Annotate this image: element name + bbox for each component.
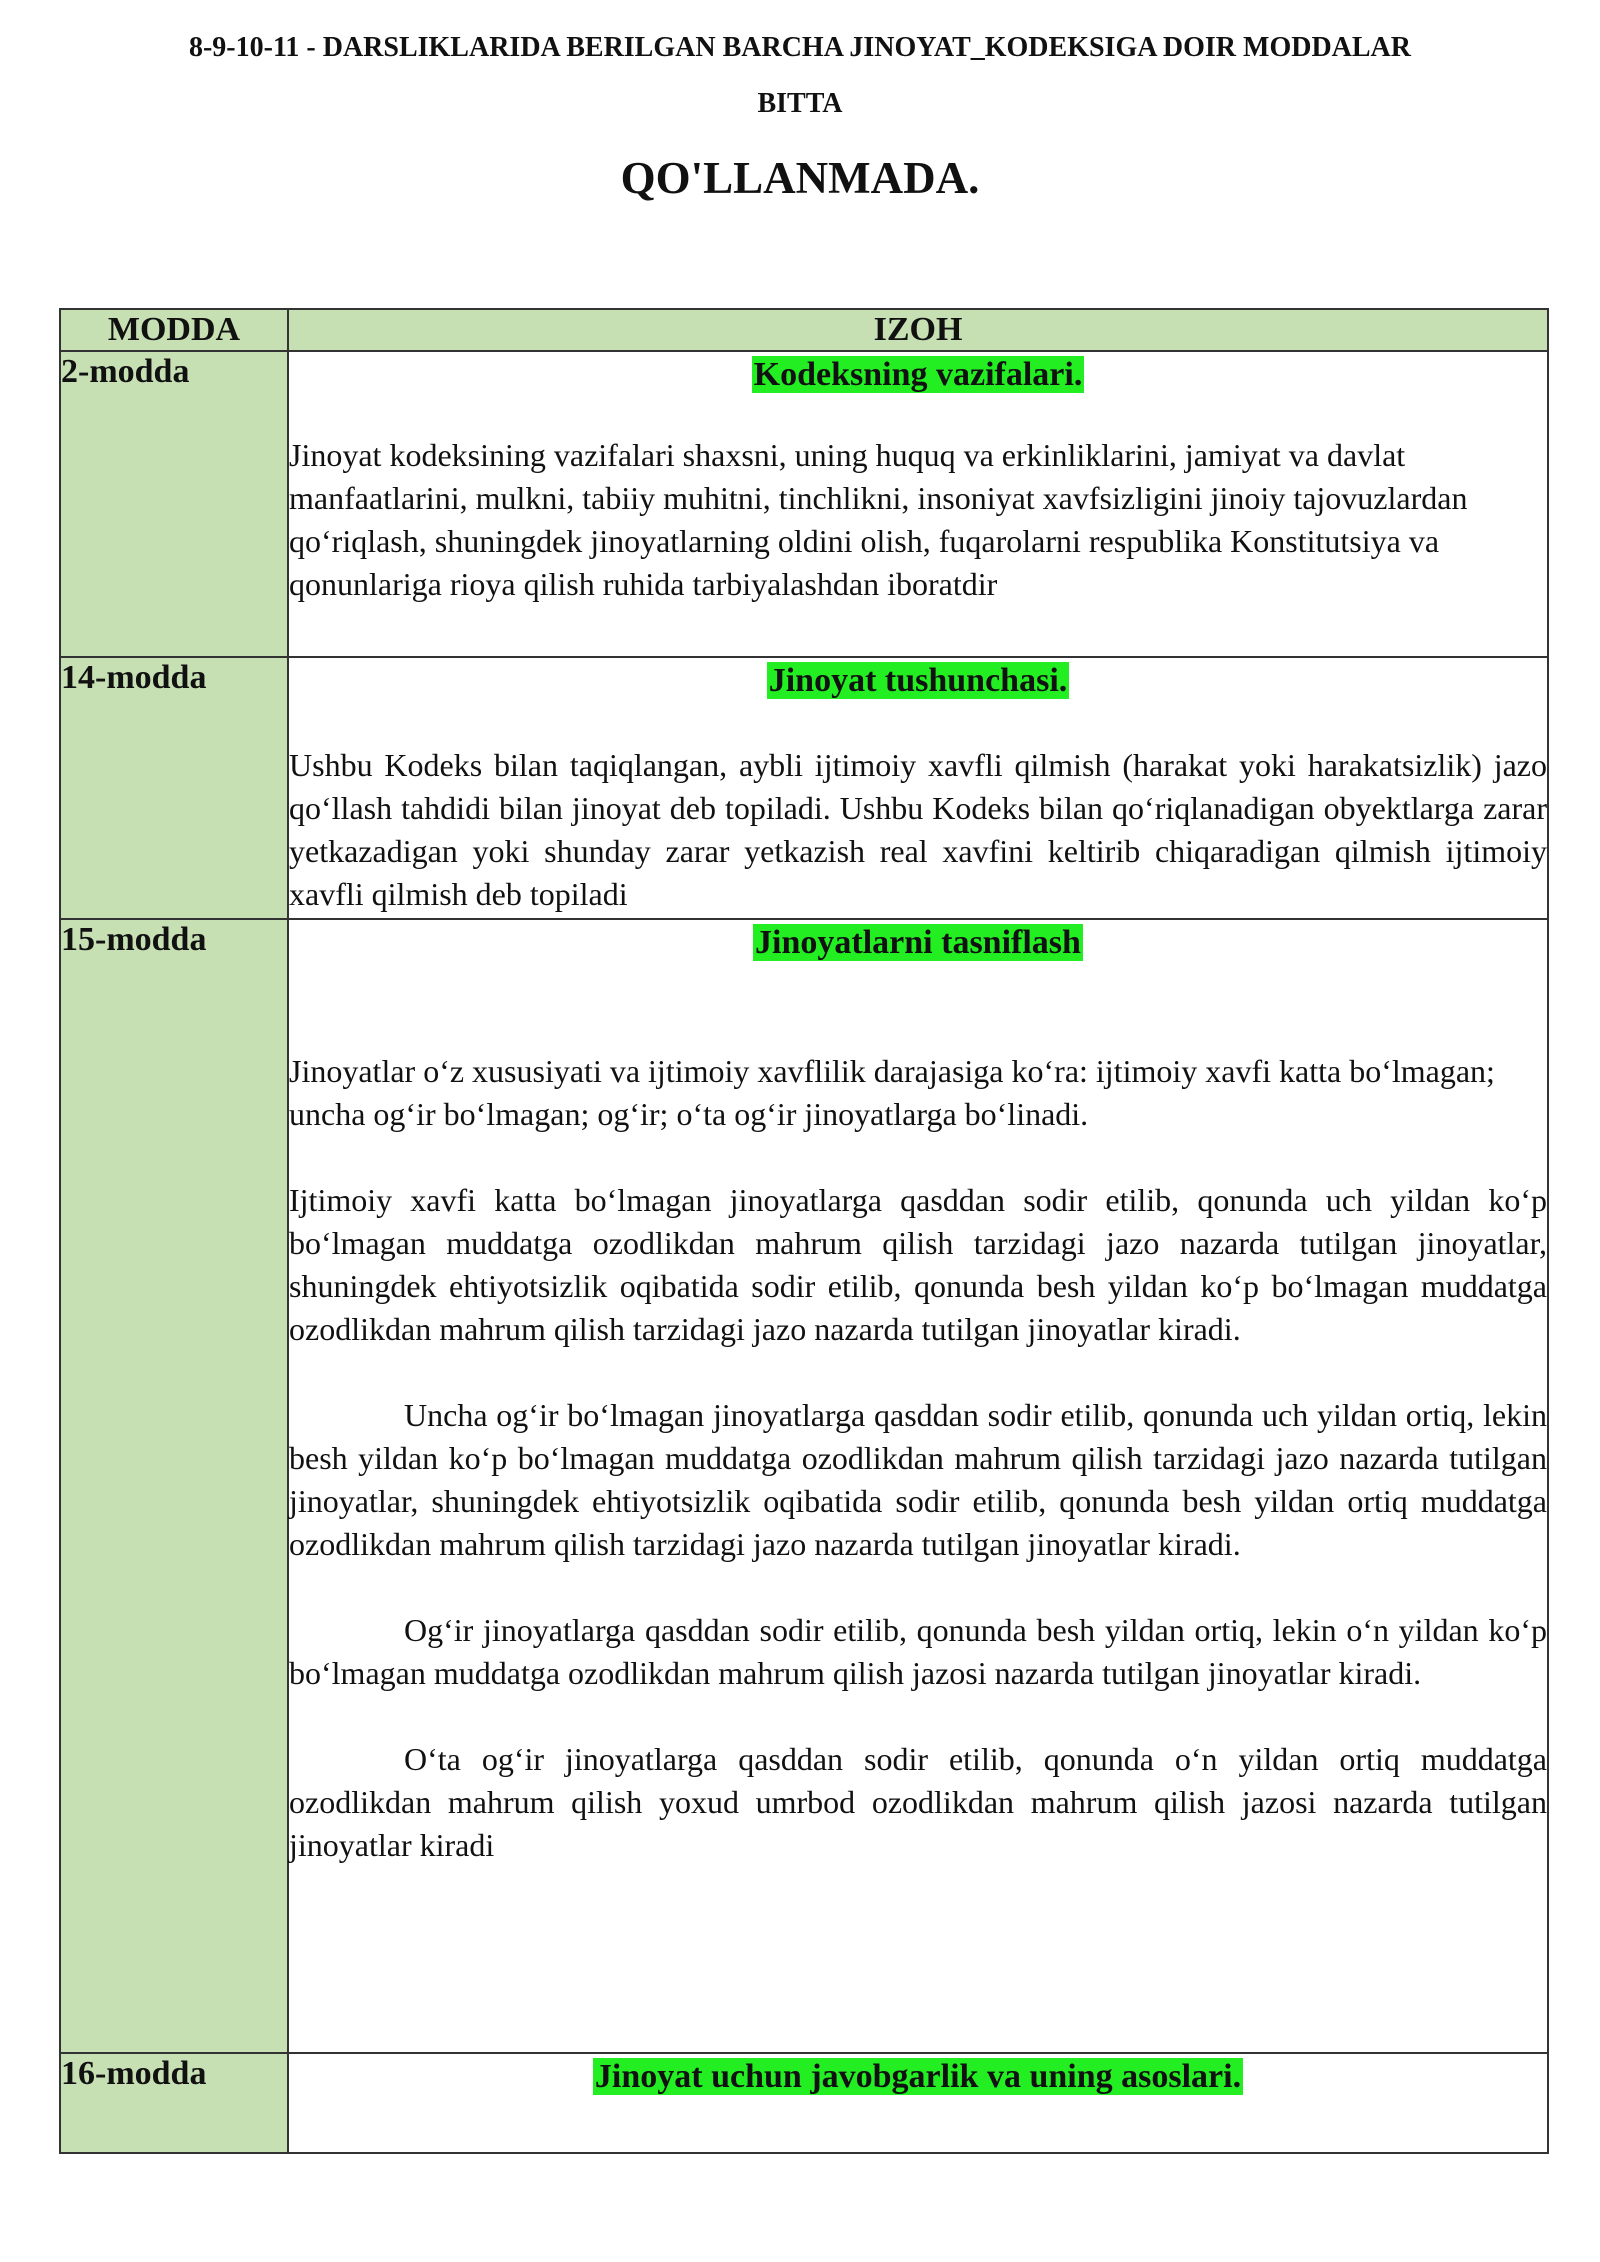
article-description	[288, 657, 1548, 919]
table-header-row	[60, 309, 1548, 351]
document-title-line-3: QO'LLANMADA.	[620, 153, 980, 203]
table-row	[60, 919, 1548, 2053]
article-number: 16-modda	[60, 2053, 288, 2153]
column-header-izoh: IZOH	[288, 309, 1548, 351]
article-heading: Jinoyat tushunchasi.	[768, 662, 1068, 699]
article-heading: Jinoyat uchun javobgarlik va uning asoslari.	[594, 2058, 1242, 2095]
article-paragraph: O‘ta og‘ir jinoyatlarga qasddan sodir etilib, qonunda o‘n yildan ortiq muddatga ozodlikdan mahrum qilish yoxud umrbod ozodlikdan mahrum qilish jazosi nazarda tutilgan jinoyatlar kiradi	[289, 1741, 1547, 1863]
column-header-modda: MODDA	[60, 309, 288, 351]
article-paragraph: Jinoyatlar o‘z xususiyati va ijtimoiy xavflilik darajasiga ko‘ra: ijtimoiy xavfi katta bo‘lmagan; uncha og‘ir bo‘lmagan; og‘ir; o‘ta og‘ir jinoyatlarga bo‘linadi.	[289, 1053, 1495, 1132]
article-number: 15-modda	[60, 919, 288, 2053]
articles-table	[59, 308, 1549, 2154]
article-paragraph: Ushbu Kodeks bilan taqiqlangan, aybli ijtimoiy xavfli qilmish (harakat yoki harakatsizlik) jazo qo‘llash tahdidi bilan jinoyat deb topiladi. Ushbu Kodeks bilan qo‘riqlanadigan obyektlarga zarar yetkazadigan yoki shunday zarar yetkazish real xavfini keltirib chiqaradigan qilmish ijtimoiy xavfli qilmish deb topiladi	[289, 747, 1547, 912]
table-row	[60, 351, 1548, 657]
article-heading: Kodeksning vazifalari.	[753, 356, 1083, 393]
article-paragraph: Ijtimoiy xavfi katta bo‘lmagan jinoyatlarga qasddan sodir etilib, qonunda uch yildan ko‘p bo‘lmagan muddatga ozodlikdan mahrum qilish tarzidagi jazo nazarda tutilgan jinoyatlar, shuningdek ehtiyotsizlik oqibatida sodir etilib, qonunda besh yildan ko‘p bo‘lmagan muddatga ozodlikdan mahrum qilish tarzidagi jazo nazarda tutilgan jinoyatlar kiradi.	[289, 1182, 1547, 1347]
article-number: 2-modda	[60, 351, 288, 657]
table-row	[60, 657, 1548, 919]
table-row	[60, 2053, 1548, 2153]
article-description	[288, 351, 1548, 657]
article-paragraph: Jinoyat kodeksining vazifalari shaxsni, uning huquq va erkinliklarini, jamiyat va davlat manfaatlarini, mulkni, tabiiy muhitni, tinchlikni, insoniyat xavfsizligini jinoiy tajovuzlardan qo‘riqlash, shuningdek jinoyatlarning oldini olish, fuqarolarni respublika Konstitutsiya va qonunlariga rioya qilish ruhida tarbiyalashdan iboratdir	[289, 437, 1468, 602]
article-paragraph: Uncha og‘ir bo‘lmagan jinoyatlarga qasddan sodir etilib, qonunda uch yildan ortiq, lekin besh yildan ko‘p bo‘lmagan muddatga ozodlikdan mahrum qilish tarzidagi jazo nazarda tutilgan jinoyatlar, shuningdek ehtiyotsizlik oqibatida sodir etilib, qonunda besh yildan ortiq muddatga ozodlikdan mahrum qilish tarzidagi jazo nazarda tutilgan jinoyatlar kiradi.	[289, 1397, 1547, 1562]
article-heading: Jinoyatlarni tasniflash	[755, 924, 1081, 961]
document-title-line-2: BITTA	[757, 88, 843, 119]
article-description	[288, 2053, 1548, 2153]
article-description	[288, 919, 1548, 2053]
article-number: 14-modda	[60, 657, 288, 919]
document-title-line-1: 8-9-10-11 - DARSLIKLARIDA BERILGAN BARCHA JINOYAT_KODEKSIGA DOIR MODDALAR	[188, 32, 1412, 63]
article-paragraph: Og‘ir jinoyatlarga qasddan sodir etilib, qonunda besh yildan ortiq, lekin o‘n yildan ko‘p bo‘lmagan muddatga ozodlikdan mahrum qilish jazosi nazarda tutilgan jinoyatlar kiradi.	[289, 1612, 1547, 1691]
